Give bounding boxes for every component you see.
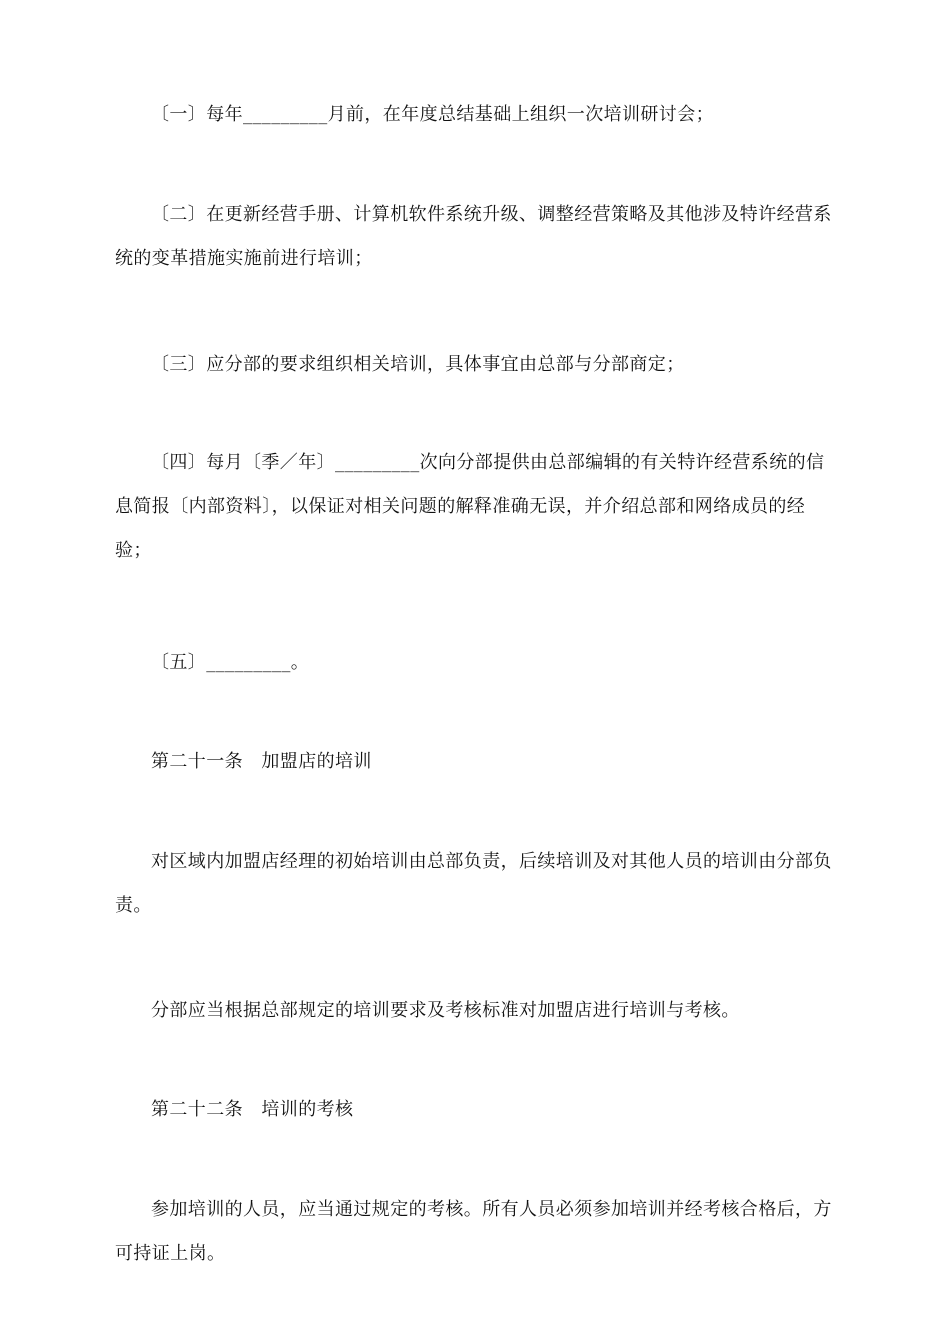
article-22-paragraph-1: 参加培训的人员，应当通过规定的考核。所有人员必须参加培训并经考核合格后，方可持证上岗。 [115, 1199, 832, 1264]
article-21-heading: 第二十一条 加盟店的培训 [151, 751, 372, 772]
article-21-paragraph-1: 对区域内加盟店经理的初始培训由总部负责，后续培训及对其他人员的培训由分部负责。 [115, 851, 832, 916]
clause-item-1: 〔一〕每年_________月前，在年度总结基础上组织一次培训研讨会； [151, 104, 714, 125]
clause-item-2: 〔二〕在更新经营手册、计算机软件系统升级、调整经营策略及其他涉及特许经营系统的变革措施实施前进行培训； [115, 204, 832, 269]
clause-item-4: 〔四〕每月〔季／年〕_________次向分部提供由总部编辑的有关特许经营系统的信息简报〔内部资料〕，以保证对相关问题的解释准确无误，并介绍总部和网络成员的经验； [115, 452, 825, 561]
clause-item-3: 〔三〕应分部的要求组织相关培训，具体事宜由总部与分部商定； [151, 354, 685, 375]
clause-item-5: 〔五〕_________。 [151, 652, 310, 673]
article-22-heading: 第二十二条 培训的考核 [151, 1099, 354, 1120]
article-21-paragraph-2: 分部应当根据总部规定的培训要求及考核标准对加盟店进行培训与考核。 [151, 1000, 740, 1021]
